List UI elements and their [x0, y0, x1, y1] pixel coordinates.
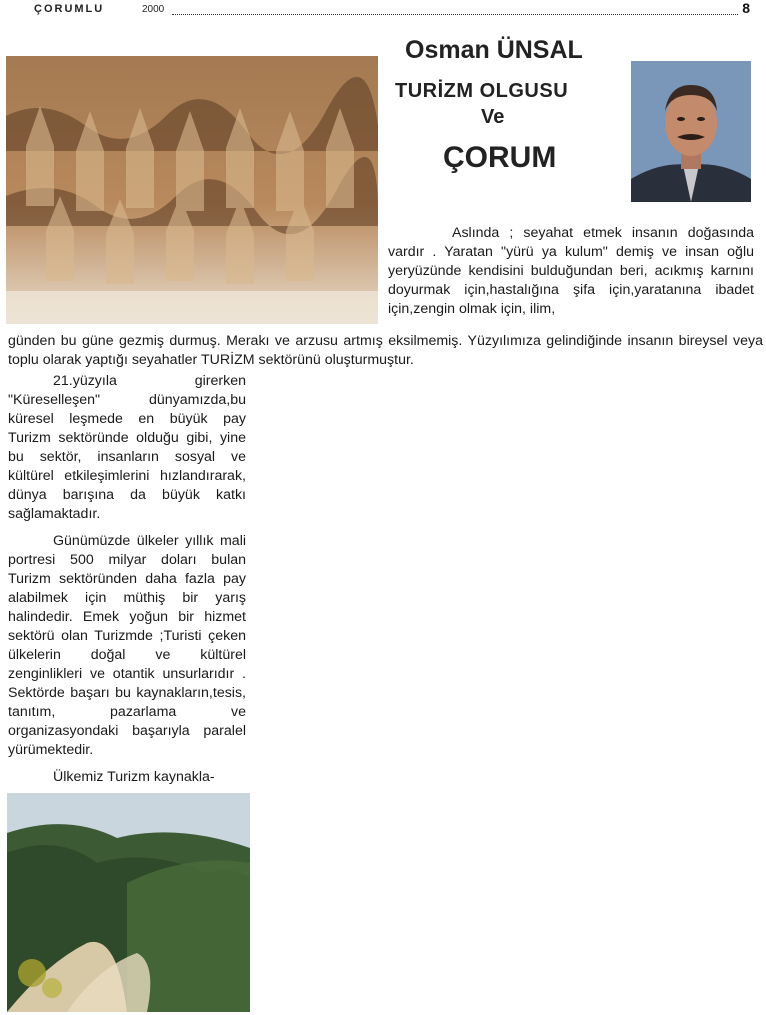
article-title-line2: Ve [481, 106, 505, 128]
full-width-paragraph: günden bu güne gezmiş durmuş. Merakı ve arzusu artmış eksilmemiş. Yüzyılımıza gelindiğinde insanın bireysel veya toplu olarak yaptığı seyahatler TURİZM sektörünü oluşturmuştur. [8, 333, 763, 368]
page-number: 8 [742, 0, 750, 16]
publication-name: ÇORUMLU [34, 3, 105, 15]
author-name: Osman ÜNSAL [405, 36, 583, 64]
rock-relief-photo [6, 56, 378, 324]
paragraph-2: Günümüzde ülkeler yıllık mali portresi 500 milyar doları bulan Turizm sektöründen daha fazla pay alabilmek için müthiş bir yarış halindedir. Emek yoğun bir hizmet sektörü olan Turizmde ;Turisti çeken ülkelerin doğal ve kültürel zenginlikleri ve otantik unsurlarıdır . Sektörde başarı bu kaynakların,tesis, tanıtım, pazarlama ve organizasyondaki başarıyla paralel yürümektedir. [8, 533, 246, 758]
publication-year: 2000 [142, 4, 165, 15]
paragraph-3: Ülkemiz Turizm kaynakla- [53, 769, 215, 785]
left-column-text [8, 372, 246, 795]
paragraph-1: 21.yüzyıla girerken "Küreselleşen" dünyamızda,bu küresel leşmede en büyük pay Turizm sektöründe olduğu gibi, yine bu sektör, insanların sosyal ve kültürel etkileşimlerini hızlandırarak, dünya barışına da büyük katkı sağlamaktadır. [8, 373, 246, 522]
author-portrait-photo [631, 61, 751, 202]
article-title-line1: TURİZM OLGUSU [395, 80, 569, 102]
forest-landscape-photo [7, 793, 250, 1012]
header-dotted-rule [172, 4, 738, 15]
article-title-line3: ÇORUM [443, 141, 557, 174]
intro-paragraph: Aslında ; seyahat etmek insanın doğasında vardır . Yaratan "yürü ya kulum" demiş ve insan oğlu yeryüzünde kendisini bulduğundan beri, acıkmış karnını doyurmak için,hastalığına şifa için,yaratanına ibadet için,zengin olmak için, ilim, [388, 225, 754, 317]
